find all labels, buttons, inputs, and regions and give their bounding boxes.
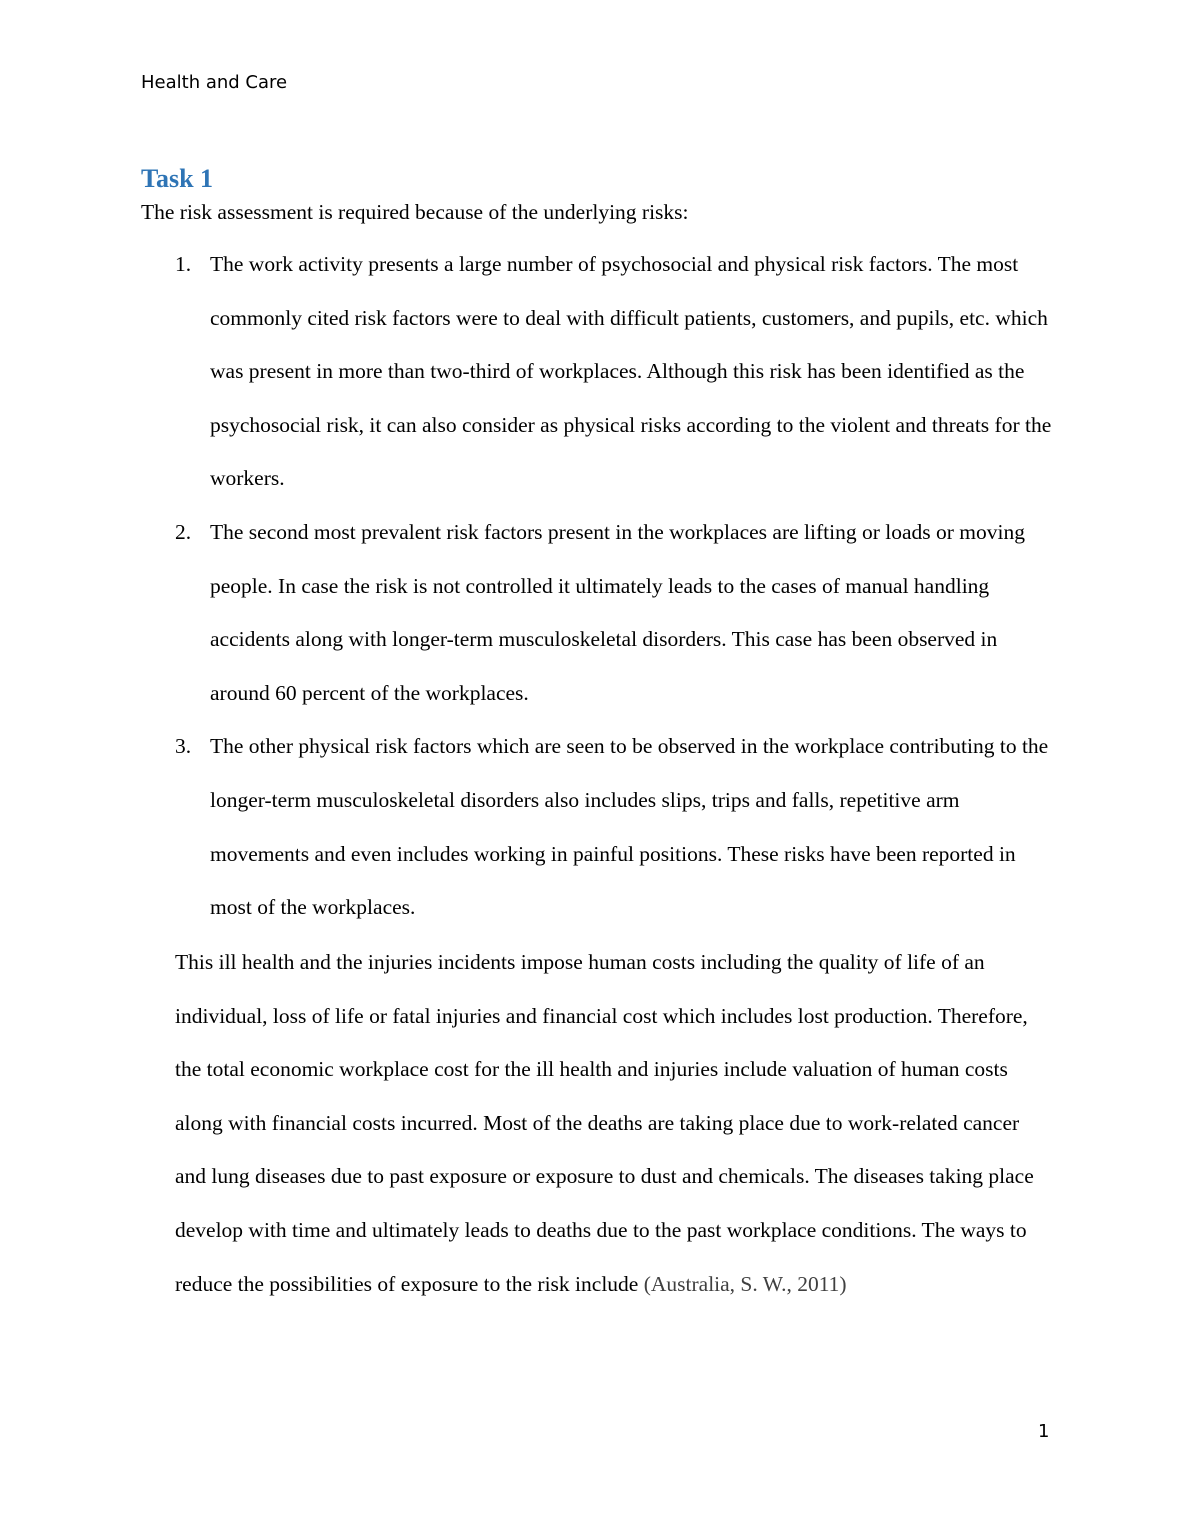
intro-paragraph: The risk assessment is required because of the underlying risks: bbox=[141, 200, 689, 224]
list-item bbox=[141, 720, 1056, 934]
list-item-number: 1. bbox=[175, 252, 192, 276]
citation: (Australia, S. W., 2011) bbox=[643, 1271, 847, 1296]
conclusion-text: This ill health and the injuries incidents impose human costs including the quality of life of an individual, loss of life or fatal injuries and financial cost which includes lost production. Therefore, the total economic workplace cost for the ill health and injuries include valuation of human costs along with financial costs incurred. Most of the deaths are taking place due to work-related cancer and lung diseases due to past exposure or exposure to dust and chemicals. The diseases taking place develop with time and ultimately leads to deaths due to the past workplace conditions. The ways to reduce the possibilities of exposure to the risk include bbox=[175, 950, 1034, 1296]
list-item bbox=[141, 506, 1056, 720]
list-item-text: The second most prevalent risk factors present in the workplaces are lifting or loads or moving people. In case the risk is not controlled it ultimately leads to the cases of manual handling accidents along with longer-term musculoskeletal disorders. This case has been observed in around 60 percent of the workplaces. bbox=[210, 519, 1025, 705]
risk-list bbox=[141, 238, 1056, 935]
list-item-number: 2. bbox=[175, 519, 192, 544]
running-header: Health and Care bbox=[141, 72, 288, 93]
list-item bbox=[141, 238, 1056, 506]
list-item-number: 3. bbox=[175, 734, 192, 759]
list-item-text: The other physical risk factors which are seen to be observed in the workplace contributing to the longer-term musculoskeletal disorders also includes slips, trips and falls, repetitive arm movements and even includes working in painful positions. These risks have been reported in most of the workplaces. bbox=[210, 734, 1049, 920]
section-heading: Task 1 bbox=[141, 164, 214, 193]
list-item-text: The work activity presents a large number of psychosocial and physical risk factors. The most commonly cited risk factors were to deal with difficult patients, customers, and pupils, etc. which was present in more than two-third of workplaces. Although this risk has been identified as the psychosocial risk, it can also consider as physical risks according to the violent and threats for the workers. bbox=[210, 252, 1052, 491]
conclusion-paragraph bbox=[175, 936, 1055, 1311]
page-number: 1 bbox=[1038, 1421, 1050, 1442]
